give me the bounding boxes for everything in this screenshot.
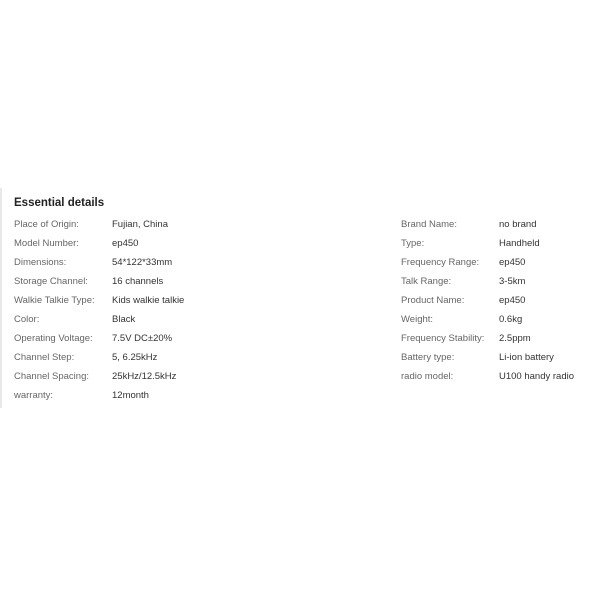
detail-value: Li-ion battery (499, 352, 554, 363)
section-title: Essential details (14, 197, 105, 209)
detail-label: Model Number: (14, 238, 79, 249)
detail-value: 7.5V DC±20% (112, 333, 173, 344)
detail-label: radio model: (401, 371, 454, 382)
detail-value: 0.6kg (499, 314, 523, 325)
detail-value: Handheld (499, 238, 540, 249)
detail-value: U100 handy radio (499, 371, 574, 382)
essential-details-panel (0, 188, 600, 408)
detail-label: Talk Range: (401, 276, 452, 287)
detail-label: Storage Channel: (14, 276, 88, 287)
detail-value: ep450 (499, 295, 526, 306)
detail-label: Battery type: (401, 352, 455, 363)
detail-label: Channel Step: (14, 352, 75, 363)
detail-value: 5, 6.25kHz (112, 352, 158, 363)
detail-value: Black (112, 314, 136, 325)
detail-value: 12month (112, 390, 149, 401)
detail-label: warranty: (14, 390, 54, 401)
detail-value: no brand (499, 219, 537, 230)
detail-value: 3-5km (499, 276, 526, 287)
detail-label: Frequency Range: (401, 257, 480, 268)
detail-value: 16 channels (112, 276, 164, 287)
detail-value: 25kHz/12.5kHz (112, 371, 177, 382)
detail-label: Channel Spacing: (14, 371, 89, 382)
detail-label: Brand Name: (401, 219, 457, 230)
detail-label: Dimensions: (14, 257, 67, 268)
detail-value: 54*122*33mm (112, 257, 173, 268)
detail-label: Weight: (401, 314, 434, 325)
detail-value: Fujian, China (112, 219, 168, 230)
detail-label: Walkie Talkie Type: (14, 295, 95, 306)
detail-label: Product Name: (401, 295, 465, 306)
detail-value: ep450 (499, 257, 526, 268)
detail-label: Type: (401, 238, 425, 249)
detail-value: 2.5ppm (499, 333, 531, 344)
detail-label: Frequency Stability: (401, 333, 485, 344)
detail-label: Operating Voltage: (14, 333, 93, 344)
detail-value: Kids walkie talkie (112, 295, 185, 306)
detail-label: Place of Origin: (14, 219, 79, 230)
detail-value: ep450 (112, 238, 139, 249)
detail-label: Color: (14, 314, 40, 325)
